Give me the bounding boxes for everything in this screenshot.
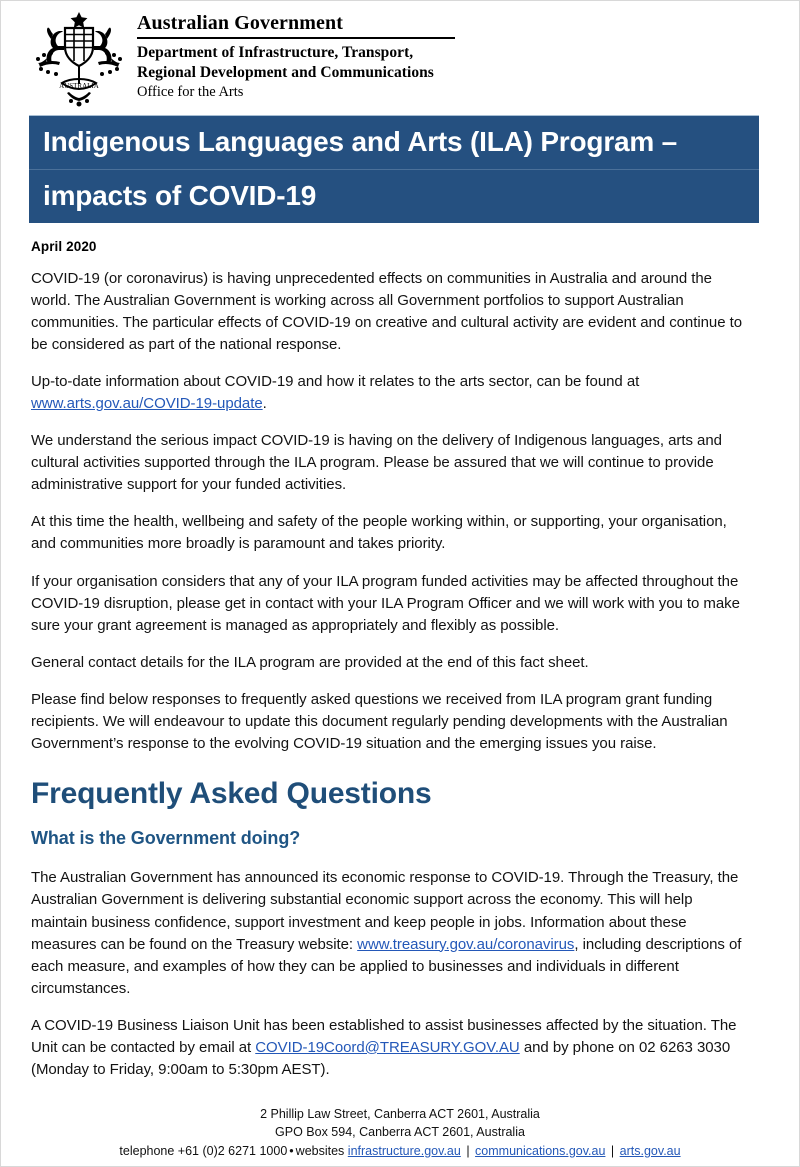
faq-answer-business-liaison-unit	[31, 1015, 751, 1081]
faq-question-government-doing: What is the Government doing?	[31, 827, 301, 848]
arts-covid-update-link[interactable]: www.arts.gov.au/COVID-19-update	[31, 395, 263, 413]
document-body	[1, 239, 799, 1081]
masthead-rule	[137, 37, 455, 39]
faq-answer-2-suffix: and by phone on 02 6263 3030 (Monday to Friday, 9:00am to 5:30pm AEST).	[31, 1038, 731, 1078]
treasury-coronavirus-link[interactable]: www.treasury.gov.au/coronavirus	[357, 935, 575, 953]
footer-link-arts[interactable]: arts.gov.au	[619, 1143, 681, 1158]
government-line: Australian Government	[137, 12, 343, 34]
document-title-line-1: Indigenous Languages and Arts (ILA) Program –	[43, 126, 678, 157]
footer-link-infrastructure[interactable]: infrastructure.gov.au	[347, 1143, 461, 1158]
treasury-email-link[interactable]: COVID-19Coord@TREASURY.GOV.AU	[255, 1038, 520, 1056]
faq-heading: Frequently Asked Questions	[31, 776, 432, 810]
paragraph-general-contact: General contact details for the ILA program are provided at the end of this fact sheet.	[31, 653, 589, 671]
paragraph-serious-impact: We understand the serious impact COVID-19 is having on the delivery of Indigenous languages, arts and cultural activities supported through the ILA program. Please be assured that we will continue to provide administrative support for your funded activities.	[31, 432, 722, 494]
department-line-1: Department of Infrastructure, Transport,	[137, 44, 414, 61]
footer-address-line-2: GPO Box 594, Canberra ACT 2601, Australia	[275, 1125, 525, 1139]
paragraph-health-wellbeing: At this time the health, wellbeing and safety of the people working within, or supporting, your organisation, and communities more broadly is paramount and takes priority.	[31, 513, 727, 553]
svg-text:AUSTRALIA: AUSTRALIA	[59, 82, 99, 90]
faq-answer-1-prefix: The Australian Government has announced its economic response to COVID-19. Through the Treasury, the Australian Government is delivering substantial economic support across the economy. This will help maintain business confidence, support investment and keep people in jobs. Information about these measures can be found on the Treasury website:	[31, 869, 739, 953]
faq-answer-1-suffix: , including descriptions of each measure, and examples of how they can be applied to businesses and individuals in different circumstances.	[31, 935, 742, 997]
paragraph-up-to-date-prefix: Up-to-date information about COVID-19 and how it relates to the arts sector, can be found at	[31, 373, 640, 391]
footer-contact-line	[1, 1142, 799, 1161]
paragraph-up-to-date	[31, 371, 751, 415]
faq-answer-2-prefix: A COVID-19 Business Liaison Unit has been established to assist businesses affected by the situation. The Unit can be contacted by email at	[31, 1016, 737, 1056]
footer-telephone: telephone +61 (0)2 6271 1000	[119, 1143, 288, 1158]
document-date: April 2020	[31, 239, 97, 254]
document-title-banner	[29, 115, 759, 223]
footer-websites-label: websites	[295, 1143, 345, 1158]
footer-separator-2: |	[610, 1143, 615, 1158]
masthead	[1, 1, 799, 109]
document-title-line-2: impacts of COVID-19	[29, 169, 759, 223]
footer-address-line-1: 2 Phillip Law Street, Canberra ACT 2601, Australia	[260, 1106, 540, 1121]
footer-bullet-icon: •	[289, 1143, 294, 1158]
paragraph-faq-intro: Please find below responses to frequently asked questions we received from ILA program grant funding recipients. We will endeavour to update this document regularly pending developments with the Australian Government’s response to the evolving COVID-19 situation and the emerging issues you raise.	[31, 690, 728, 752]
office-line: Office for the Arts	[137, 84, 244, 101]
paragraph-affected-activities: If your organisation considers that any of your ILA program funded activities may be affected throughout the COVID-19 disruption, please get in contact with your ILA Program Officer and we will work with you to make sure your grant agreement is managed as appropriately and flexibly as possible.	[31, 572, 740, 634]
footer-separator-1: |	[466, 1143, 470, 1158]
footer-link-communications[interactable]: communications.gov.au	[475, 1143, 606, 1158]
department-line-2: Regional Development and Communications	[137, 63, 434, 81]
faq-answer-economic-response	[31, 867, 751, 999]
australian-coat-of-arms-icon	[29, 9, 129, 109]
paragraph-up-to-date-suffix: .	[262, 395, 267, 413]
paragraph-intro: COVID-19 (or coronavirus) is having unprecedented effects on communities in Australia and around the world. The Australian Government is working across all Government portfolios to support Australian communities. The particular effects of COVID-19 on creative and cultural activity are evident and continue to be considered as part of the national response.	[31, 270, 743, 354]
department-identity	[137, 7, 455, 102]
page-footer	[1, 1105, 799, 1161]
